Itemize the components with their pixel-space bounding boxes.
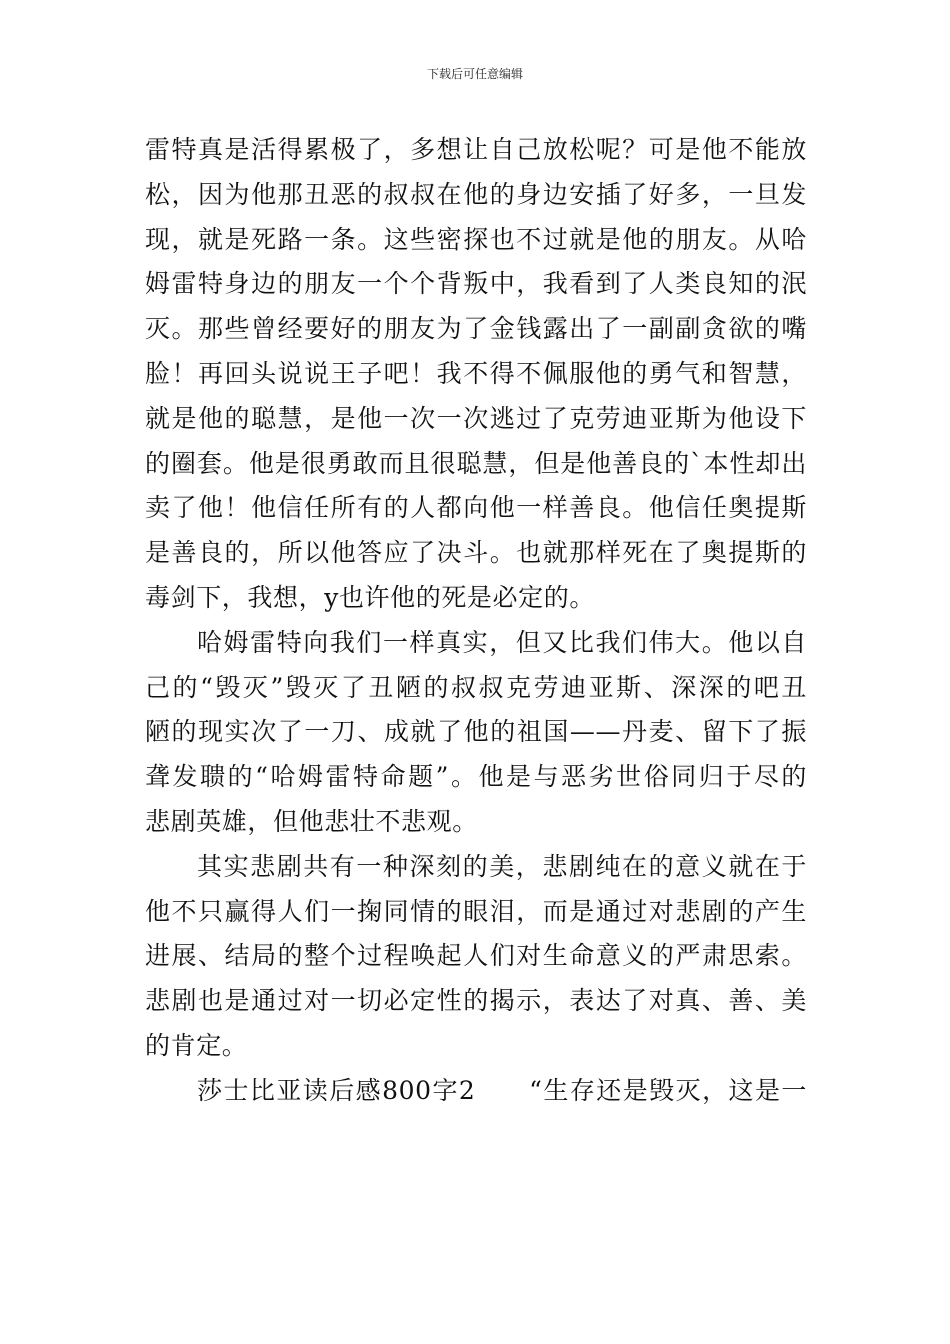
text-line-paragraph-start: 莎士比亚读后感800字2 “生存还是毁灭，这是一 bbox=[197, 1075, 807, 1105]
text-line-paragraph-end: 的肯定。 bbox=[145, 1030, 248, 1060]
text-line: 进展、结局的整个过程唤起人们对生命意义的严肃思索。 bbox=[145, 941, 807, 971]
text-line: 就是他的聪慧，是他一次一次逃过了克劳迪亚斯为他设下 bbox=[145, 403, 807, 433]
text-line: 松，因为他那丑恶的叔叔在他的身边安插了好多，一旦发 bbox=[145, 179, 807, 209]
text-line: 的圈套。他是很勇敢而且很聪慧，但是他善良的`本性却出 bbox=[145, 448, 807, 478]
text-line-paragraph-start: 哈姆雷特向我们一样真实，但又比我们伟大。他以自 bbox=[197, 627, 807, 657]
text-line: 现，就是死路一条。这些密探也不过就是他的朋友。从哈 bbox=[145, 224, 807, 254]
text-line: 陋的现实次了一刀、成就了他的祖国——丹麦、留下了振 bbox=[145, 717, 807, 747]
text-line-paragraph-end: 毒剑下，我想，y也许他的死是必定的。 bbox=[145, 582, 595, 612]
text-line: 姆雷特身边的朋友一个个背叛中，我看到了人类良知的泯 bbox=[145, 269, 807, 299]
text-line: 聋发聩的“哈姆雷特命题”。他是与恶劣世俗同归于尽的 bbox=[145, 762, 807, 792]
text-line: 是善良的，所以他答应了决斗。也就那样死在了奥提斯的 bbox=[145, 538, 807, 568]
text-line: 己的“毁灭”毁灭了丑陋的叔叔克劳迪亚斯、深深的吧丑 bbox=[145, 672, 807, 702]
text-line: 卖了他！他信任所有的人都向他一样善良。他信任奥提斯 bbox=[145, 493, 807, 523]
text-line: 悲剧也是通过对一切必定性的揭示，表达了对真、善、美 bbox=[145, 986, 807, 1016]
text-line-paragraph-start: 其实悲剧共有一种深刻的美，悲剧纯在的意义就在于 bbox=[197, 851, 807, 881]
page-header: 下载后可任意编辑 bbox=[426, 67, 523, 81]
body-text bbox=[145, 128, 807, 1114]
text-line: 脸！再回头说说王子吧！我不得不佩服他的勇气和智慧， bbox=[145, 358, 807, 388]
text-line-paragraph-end: 悲剧英雄，但他悲壮不悲观。 bbox=[145, 806, 478, 836]
text-line: 他不只赢得人们一掬同情的眼泪，而是通过对悲剧的产生 bbox=[145, 896, 807, 926]
text-line: 雷特真是活得累极了，多想让自己放松呢？可是他不能放 bbox=[145, 135, 807, 164]
text-line: 灭。那些曾经要好的朋友为了金钱露出了一副副贪欲的嘴 bbox=[145, 314, 807, 344]
